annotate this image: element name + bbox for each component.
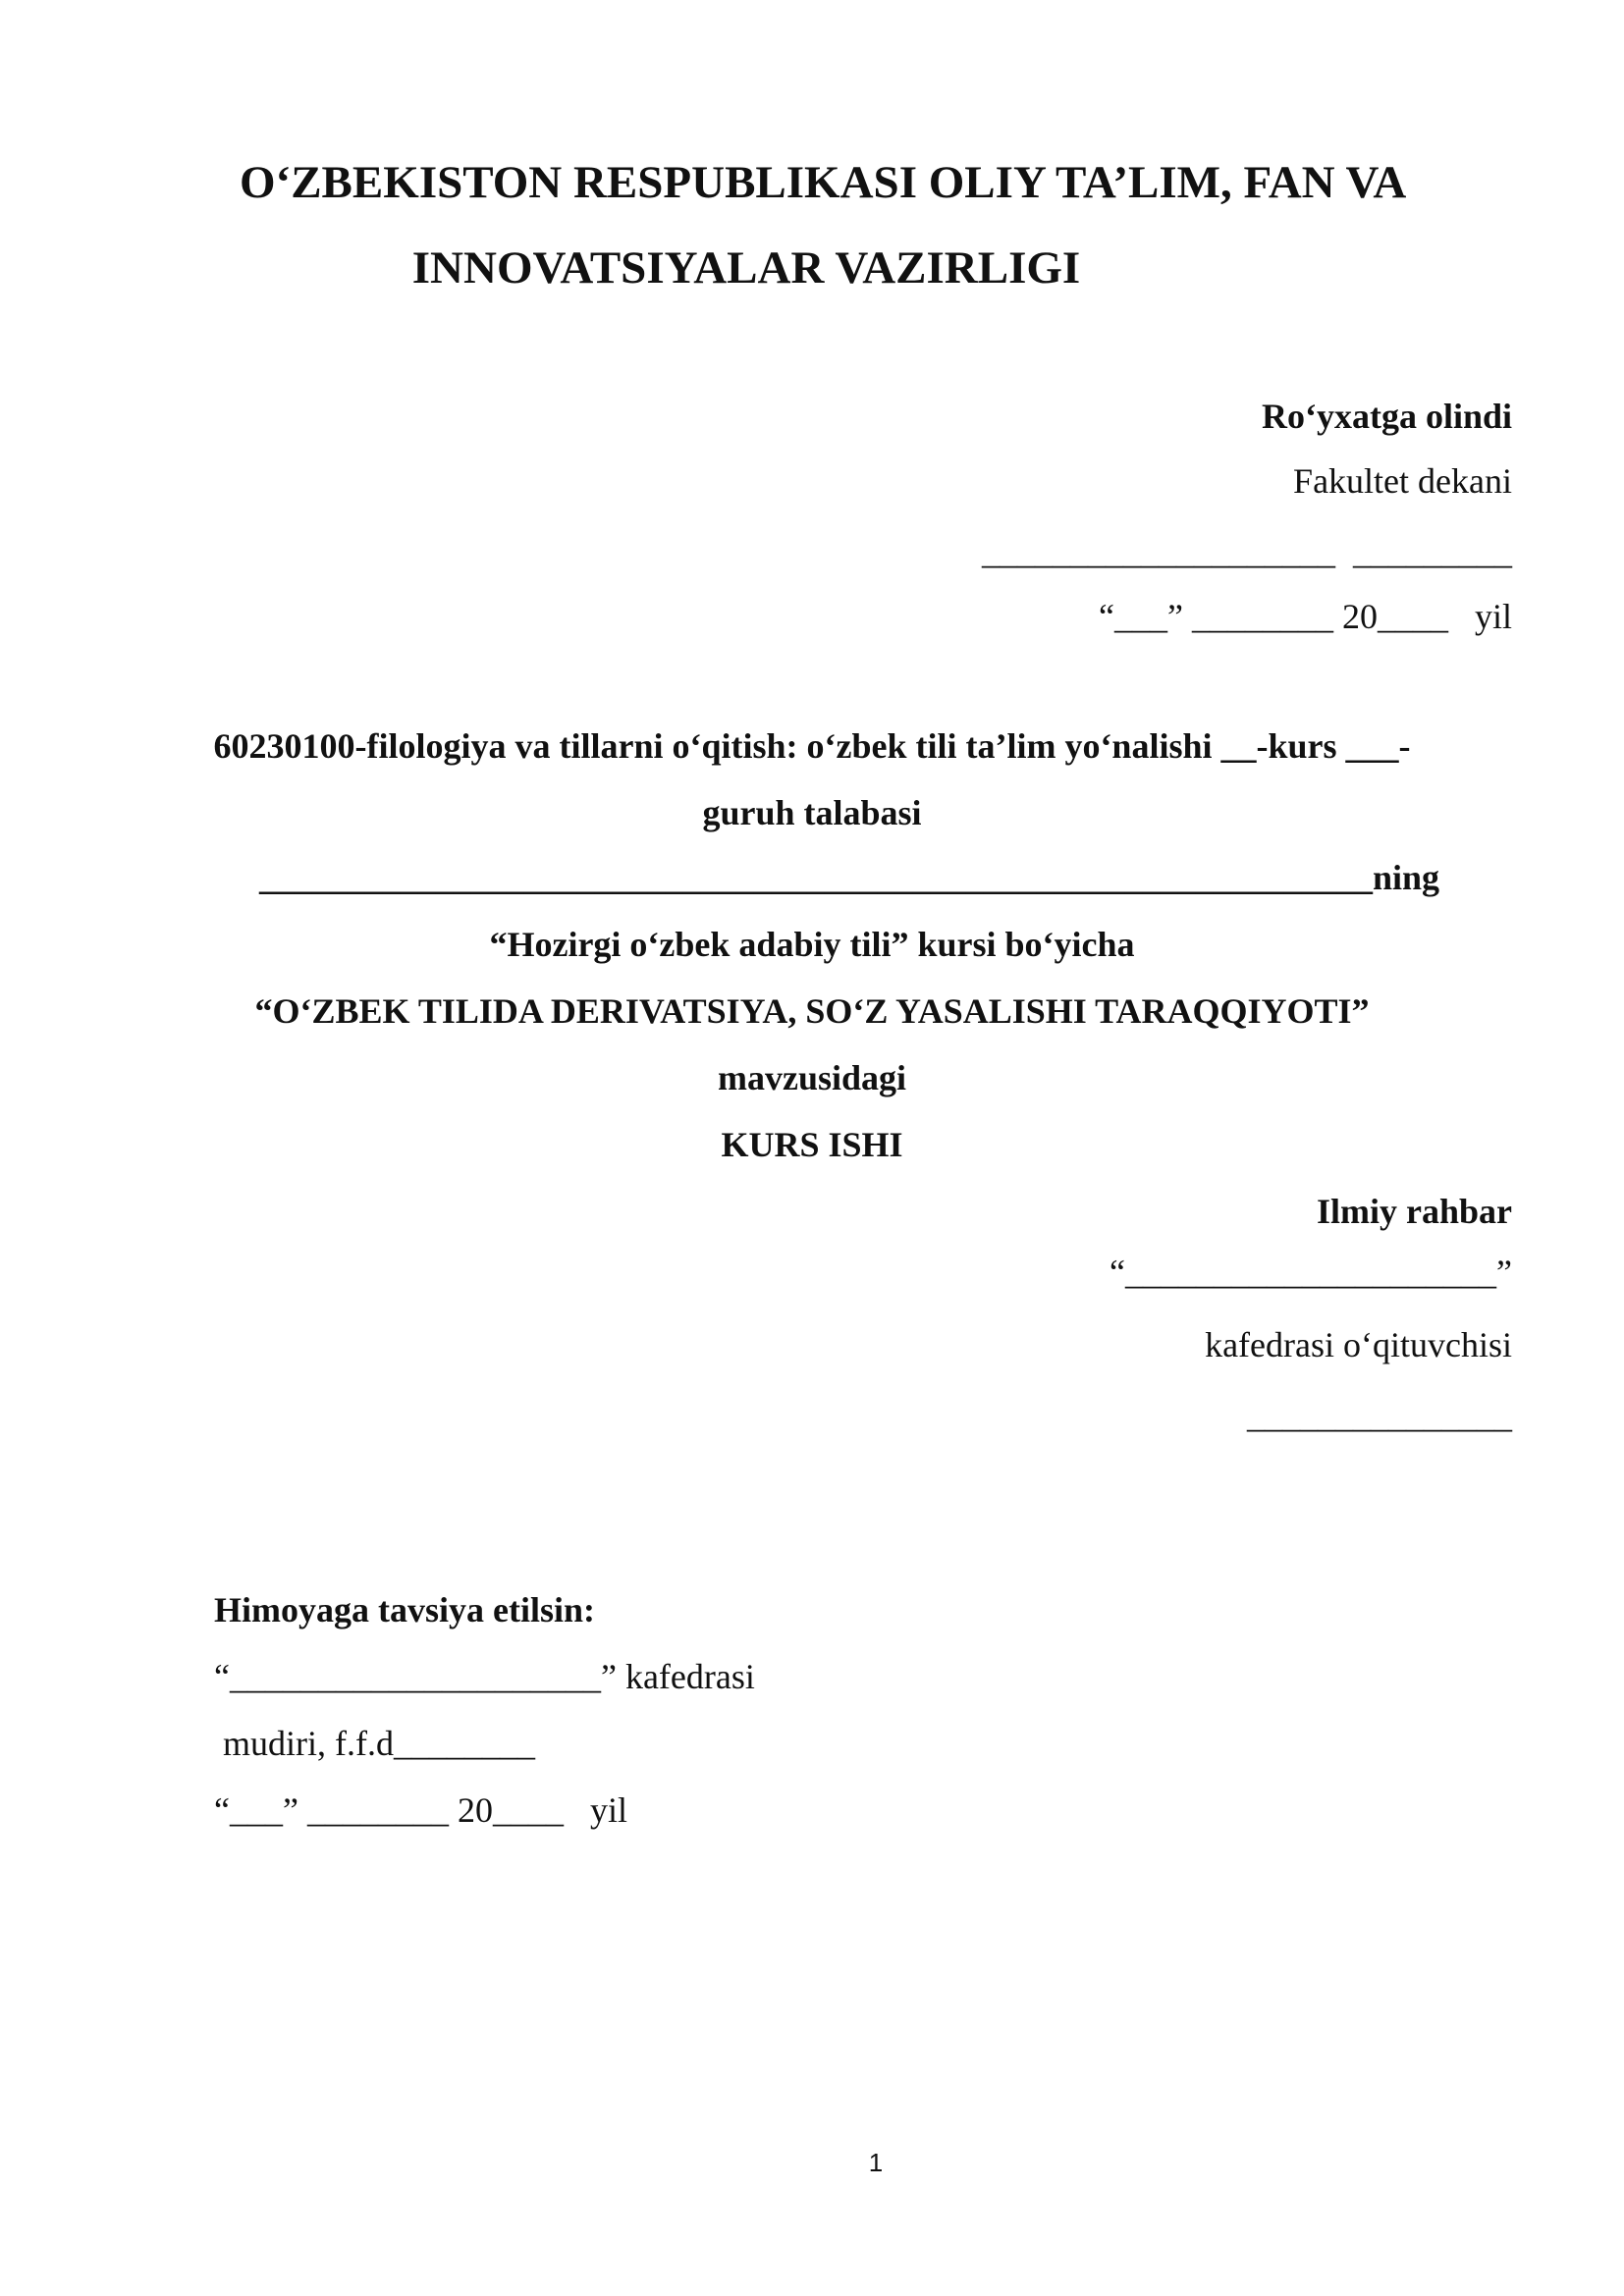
course-line: “Hozirgi o‘zbek adabiy tili” kursi bo‘yicha [489,925,1135,964]
ministry-title-line-1: O‘ZBEKISTON RESPUBLIKASI OLIY TA’LIM, FAN VA [240,157,1407,208]
supervisor-name-blank: _______________ [1247,1396,1512,1435]
registration-signature-line: ____________________ _________ [982,532,1512,571]
defense-date-line: “___” ________ 20____ yil [214,1790,627,1830]
work-topic: “O‘ZBEK TILIDA DERIVATSIYA, SO‘Z YASALISHI TARAQQIYOTI” [254,991,1370,1031]
work-type: KURS ISHI [721,1125,903,1164]
work-topic-suffix: mavzusidagi [717,1058,907,1097]
registration-title: Ro‘yxatga olindi [1261,397,1512,436]
student-program-line: 60230100-filologiya va tillarni o‘qitish: o‘zbek tili ta’lim yo‘nalishi __-kurs ___- [213,726,1411,766]
registration-role: Fakultet dekani [1293,461,1512,501]
defense-department-line: “_____________________” kafedrasi [214,1657,755,1696]
supervisor-position: kafedrasi o‘qituvchisi [1205,1325,1512,1364]
defense-head-line: mudiri, f.f.d________ [214,1724,535,1763]
defense-title: Himoyaga tavsiya etilsin: [214,1590,595,1629]
student-name-line: _______________________________________________________________ning [259,858,1440,897]
registration-date-line: “___” ________ 20____ yil [1099,597,1512,636]
ministry-title-line-2: INNOVATSIYALAR VAZIRLIGI [411,242,1081,294]
page-number: 1 [868,2148,884,2177]
student-group-line: guruh talabasi [702,793,922,832]
supervisor-title: Ilmiy rahbar [1316,1192,1512,1231]
supervisor-department-blank: “_____________________” [1110,1253,1512,1292]
